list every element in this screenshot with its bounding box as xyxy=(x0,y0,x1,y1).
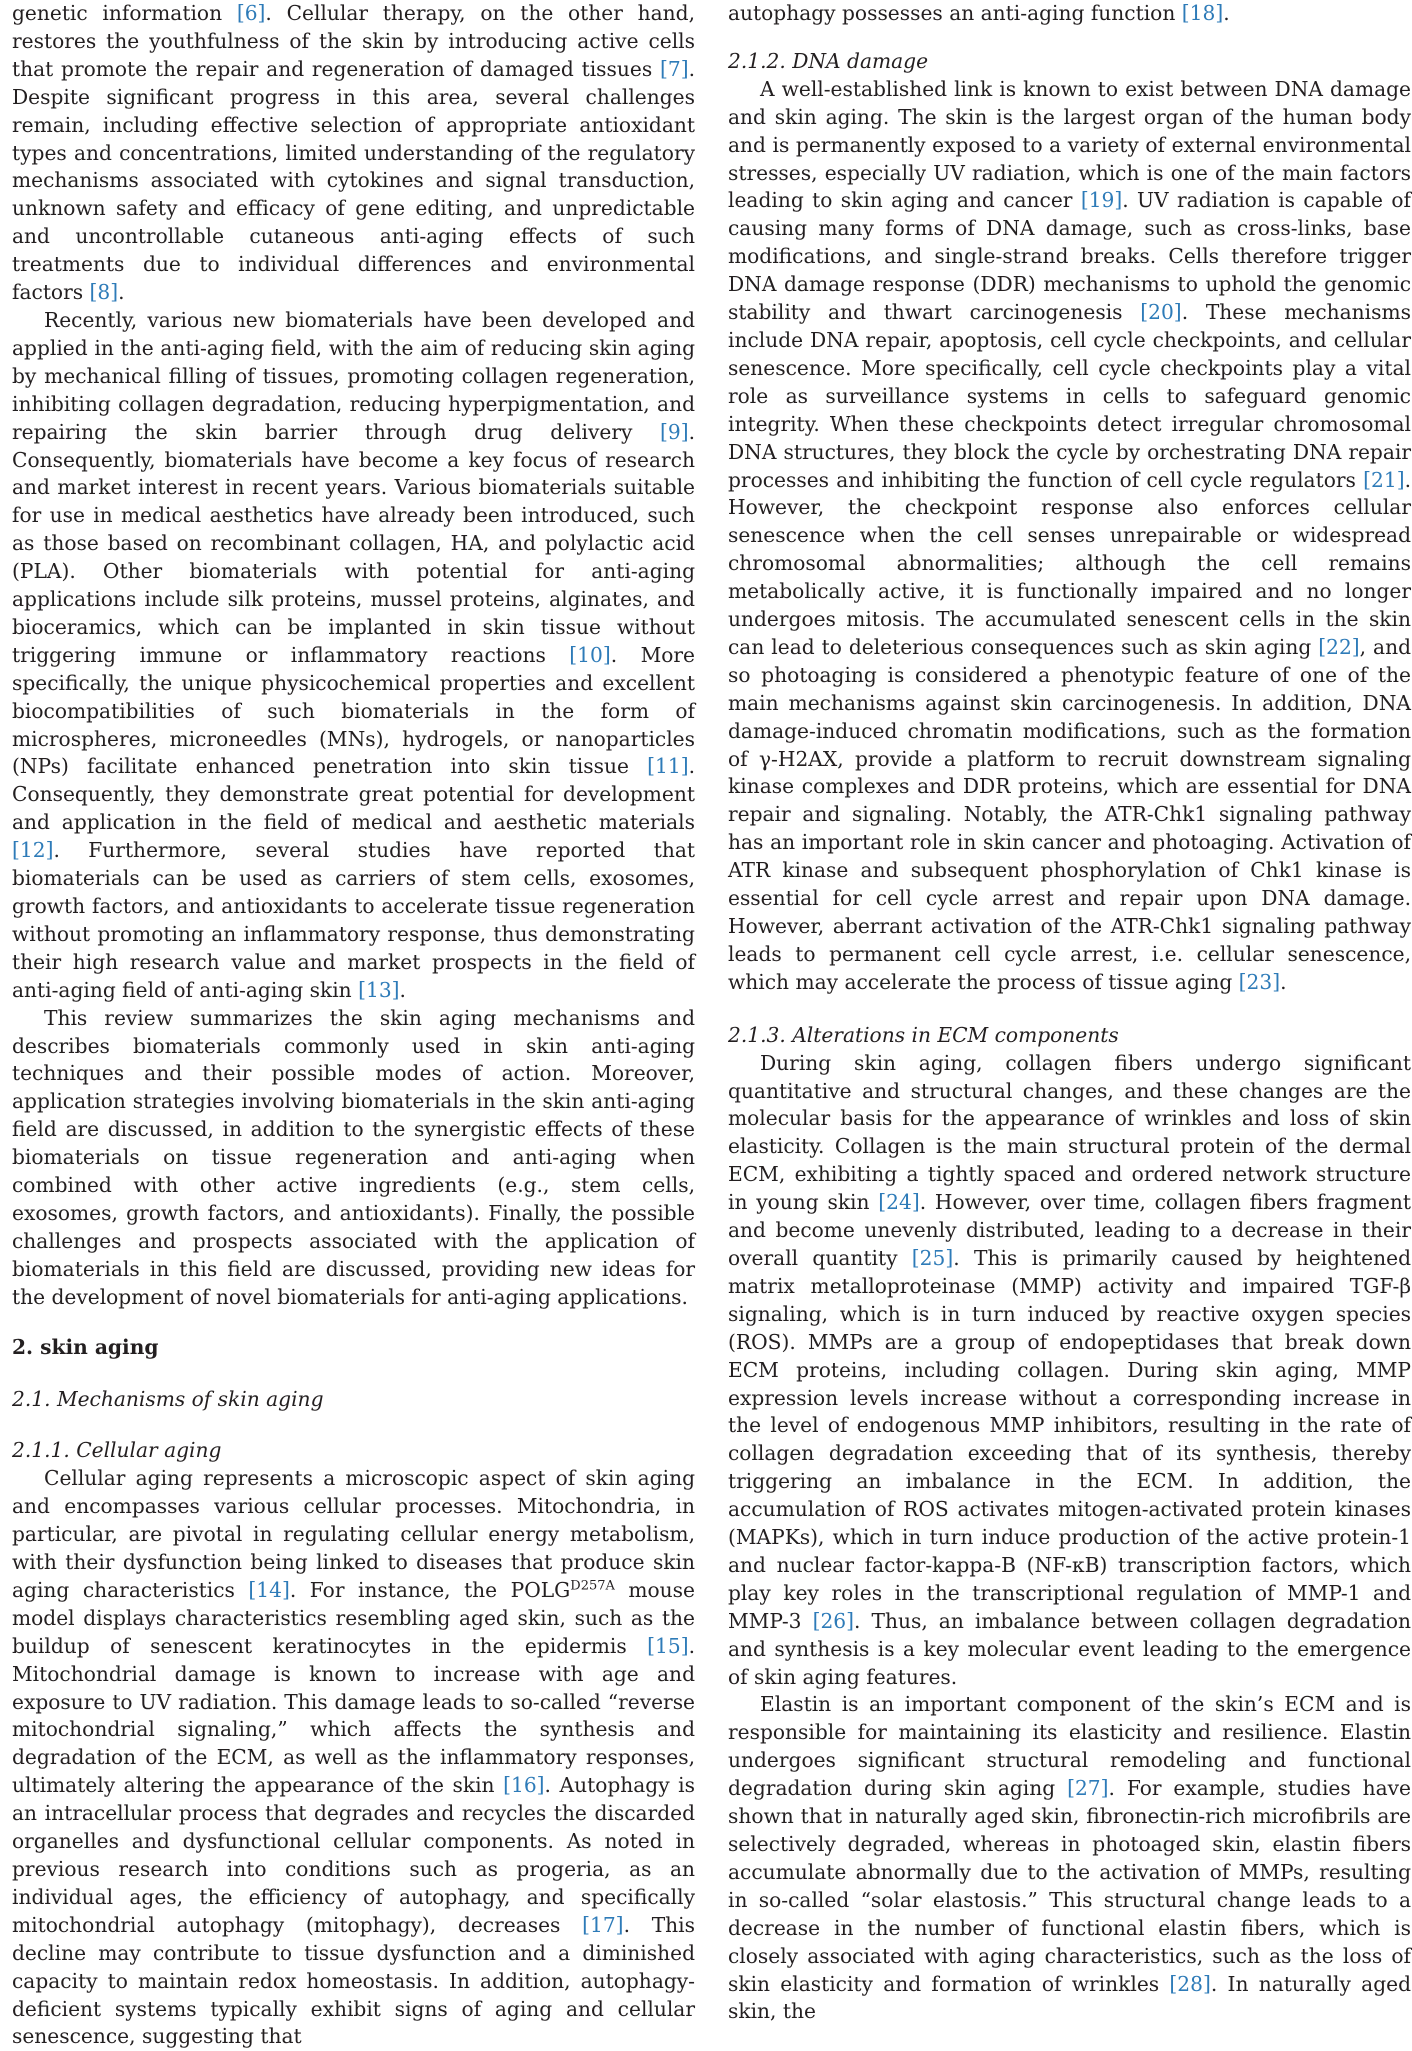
citation-link[interactable]: [17] xyxy=(582,1912,624,1937)
citation-link[interactable]: [6] xyxy=(236,1,266,25)
citation-link[interactable]: [8] xyxy=(89,280,119,305)
ecm-paragraph-2: Elastin is an important component of the skin’s ECM and is responsible for maintaining its elasticity and resilience. Elastin undergoes significant structural remodeling and functional degradation during skin aging [27]. For example, studies have shown that in naturally aged skin, fibronectin-rich microfibrils are selectively degraded, whereas in photoaged skin, elastin fibers accumulate abnormally due to the activation of MMPs, resulting in so-called “solar elastosis.” This structural change leads to a decrease in the number of functional elastin fibers, which is closely associated with aging characteristics, such as the loss of skin elasticity and formation of wrinkles [28]. In naturally aged skin, the xyxy=(728,1692,1411,2024)
section-heading: 2. skin aging xyxy=(12,1334,159,1359)
subsubsection-heading-dna-damage: 2.1.2. DNA damage xyxy=(728,48,929,73)
citation-link[interactable]: [20] xyxy=(1140,300,1182,325)
ecm-paragraph-1: During skin aging, collagen fibers undergo significant quantitative and structural changes, and these changes are the molecular basis for the appearance of wrinkles and loss of skin elasticity. Collagen is the main structural protein of the dermal ECM, exhibiting a tightly spaced and ordered network structure in young skin [24]. However, over time, collagen fibers fragment and become unevenly distributed, leading to a decrease in their overall quantity [25]. This is primarily caused by heightened matrix metalloproteinase (MMP) activity and impaired TGF-β signaling, which is in turn induced by reactive oxygen species (ROS). MMPs are a group of endopeptidases that break down ECM proteins, including collagen. During skin aging, MMP expression levels increase without a corresponding increase in the level of endogenous MMP inhibitors, resulting in the rate of collagen degradation exceeding that of its synthesis, thereby triggering an imbalance in the ECM. In addition, the accumulation of ROS activates mitogen-activated protein kinases (MAPKs), which in turn induce production of the active protein-1 and nuclear factor-kappa-B (NF-κB) transcription factors, which play key roles in the transcriptional regulation of MMP-1 and MMP-3 [26]. Thus, an imbalance between collagen degradation and synthesis is a key molecular event leading to the emergence of skin aging features. xyxy=(728,1050,1412,1689)
left-column xyxy=(12,0,695,2051)
citation-link[interactable]: [9] xyxy=(659,419,689,444)
citation-link[interactable]: [15] xyxy=(647,1633,689,1658)
cellular-aging-paragraph: Cellular aging represents a microscopic aspect of skin aging and encompasses various cellular processes. Mitochondria, in particular, are pivotal in regulating cellular energy metabolism, with their dysfunction being linked to diseases that produce skin aging characteristics [14]. For instance, the $POLG^{D257A}$ mouse model displays characteristics resembling aged skin, such as the buildup of senescent keratinocytes in the epidermis [15]. Mitochondrial damage is known to increase with age and exposure to UV radiation. This damage leads to so-called “reverse mitochondrial signaling,” which affects the synthesis and degradation of the ECM, as well as the inflammatory responses, ultimately altering the appearance of the skin [16]. Autophagy is an intracellular process that degrades and recycles the discarded organelles and dysfunctional cellular components. As noted in previous research into conditions such as progeria, as an individual ages, the efficiency of autophagy, and specifically mitochondrial autophagy (mitophagy), decreases [17]. This decline may contribute to tissue dysfunction and a diminished capacity to maintain redox homeostasis. In addition, autophagy-deficient systems typically exhibit signs of aging and cellular senescence, suggesting that xyxy=(12,1466,695,2049)
dna-damage-paragraph: A well-established link is known to exist between DNA damage and skin aging. The skin is the largest organ of the human body and is permanently exposed to a variety of external environmental stresses, especially UV radiation, which is one of the main factors leading to skin aging and cancer [19]. UV radiation is capable of causing many forms of DNA damage, such as cross-links, base modifications, and single-strand breaks. Cells therefore trigger DNA damage response (DDR) mechanisms to uphold the genomic stability and thwart carcinogenesis [20]. These mechanisms include DNA repair, apoptosis, cell cycle checkpoints, and cellular senescence. More specifically, cell cycle checkpoints play a vital role as surveillance systems in cells to safeguard genomic integrity. When these checkpoints detect irregular chromosomal DNA structures, they block the cycle by orchestrating DNA repair processes and inhibiting the function of cell cycle regulators [21]. However, the checkpoint response also enforces cellular senescence when the cell senses unrepairable or widespread chromosomal abnormalities; although the cell remains metabolically active, it is functionally impaired and no longer undergoes mitosis. The accumulated senescent cells in the skin can lead to deleterious consequences such as skin aging [22], and so photoaging is considered a phenotypic feature of one of the main mechanisms against skin carcinogenesis. In addition, DNA damage-induced chromatin modifications, such as the formation of γ-H2AX, provide a platform to recruit downstream signaling kinase complexes and DDR proteins, which are essential for DNA repair and signaling. Notably, the ATR-Chk1 signaling pathway has an important role in skin cancer and photoaging. Activation of ATR kinase and subsequent phosphorylation of Chk1 kinase is essential for cell cycle arrest and repair upon DNA damage. However, aberrant activation of the ATR-Chk1 signaling pathway leads to permanent cell cycle arrest, i.e. cellular senescence, which may accelerate the process of tissue aging [23]. xyxy=(728,76,1412,994)
superscript: D257A xyxy=(570,1578,615,1594)
citation-link[interactable]: [18] xyxy=(1181,1,1224,25)
citation-link[interactable]: [27] xyxy=(1067,1776,1109,1801)
citation-link[interactable]: [23] xyxy=(1238,969,1281,994)
citation-link[interactable]: [28] xyxy=(1169,1971,1211,1996)
citation-link[interactable]: [13] xyxy=(358,977,400,1002)
citation-link[interactable]: [11] xyxy=(647,754,689,779)
citation-link[interactable]: [19] xyxy=(1080,188,1123,213)
subsection-heading: 2.1. Mechanisms of skin aging xyxy=(12,1386,324,1411)
subsubsection-heading-ecm: 2.1.3. Alterations in ECM components xyxy=(728,1022,1119,1047)
intro-paragraph-1: genetic information [6]. Cellular therapy, on the other hand, restores the youthfulness of the skin by introducing active cells that promote the repair and regeneration of damaged tissues [7]. Despite significant progress in this area, several challenges remain, including effective selection of appropriate antioxidant types and concentrations, limited understanding of the regulatory mechanisms associated with cytokines and signal transduction, unknown safety and efficacy of gene editing, and unpredictable and uncontrollable cutaneous anti-aging effects of such treatments due to individual differences and environmental factors [8]. xyxy=(12,1,695,305)
citation-link[interactable]: [10] xyxy=(569,642,611,667)
citation-link[interactable]: [22] xyxy=(1318,634,1360,659)
citation-link[interactable]: [21] xyxy=(1363,467,1405,492)
citation-link[interactable]: [24] xyxy=(878,1190,920,1215)
citation-link[interactable]: [7] xyxy=(659,56,689,81)
intro-paragraph-2: Recently, various new biomaterials have been developed and applied in the anti-aging field, with the aim of reducing skin aging by mechanical filling of tissues, promoting collagen regeneration, inhibiting collagen degradation, reducing hyperpigmentation, and repairing the skin barrier through drug delivery [9]. Consequently, biomaterials have become a key focus of research and market interest in recent years. Various biomaterials suitable for use in medical aesthetics have already been introduced, such as those based on recombinant collagen, HA, and polylactic acid (PLA). Other biomaterials with potential for anti-aging applications include silk proteins, mussel proteins, alginates, and bioceramics, which can be implanted in skin tissue without triggering immune or inflammatory reactions [10]. More specifically, the unique physicochemical properties and excellent biocompatibilities of such biomaterials in the form of microspheres, microneedles (MNs), hydrogels, or nanoparticles (NPs) facilitate enhanced penetration into skin tissue [11]. Consequently, they demonstrate great potential for development and application in the field of medical and aesthetic materials [12]. Furthermore, several studies have reported that biomaterials can be used as carriers of stem cells, exosomes, growth factors, and antioxidants to accelerate tissue regeneration without promoting an inflammatory response, thus demonstrating their high research value and market prospects in the field of anti-aging field of anti-aging skin [13]. xyxy=(12,307,695,1002)
citation-link[interactable]: [16] xyxy=(503,1773,545,1798)
citation-link[interactable]: [26] xyxy=(812,1608,855,1633)
subsubsection-heading-cellular-aging: 2.1.1. Cellular aging xyxy=(12,1438,222,1463)
citation-link[interactable]: [25] xyxy=(911,1245,954,1270)
citation-link[interactable]: [12] xyxy=(12,838,54,863)
continuation-paragraph: autophagy possesses an anti-aging function [18]. xyxy=(728,1,1230,25)
intro-paragraph-3: This review summarizes the skin aging mechanisms and describes biomaterials commonly used in skin anti-aging techniques and their possible modes of action. Moreover, application strategies involving biomaterials in the skin anti-aging field are discussed, in addition to the synergistic effects of these biomaterials on tissue regeneration and anti-aging when combined with other active ingredients (e.g., stem cells, exosomes, growth factors, and antioxidants). Finally, the possible challenges and prospects associated with the application of biomaterials in this field are discussed, providing new ideas for the development of novel biomaterials for anti-aging applications. xyxy=(12,1005,695,1309)
citation-link[interactable]: [14] xyxy=(248,1577,290,1602)
right-column xyxy=(728,0,1411,2026)
